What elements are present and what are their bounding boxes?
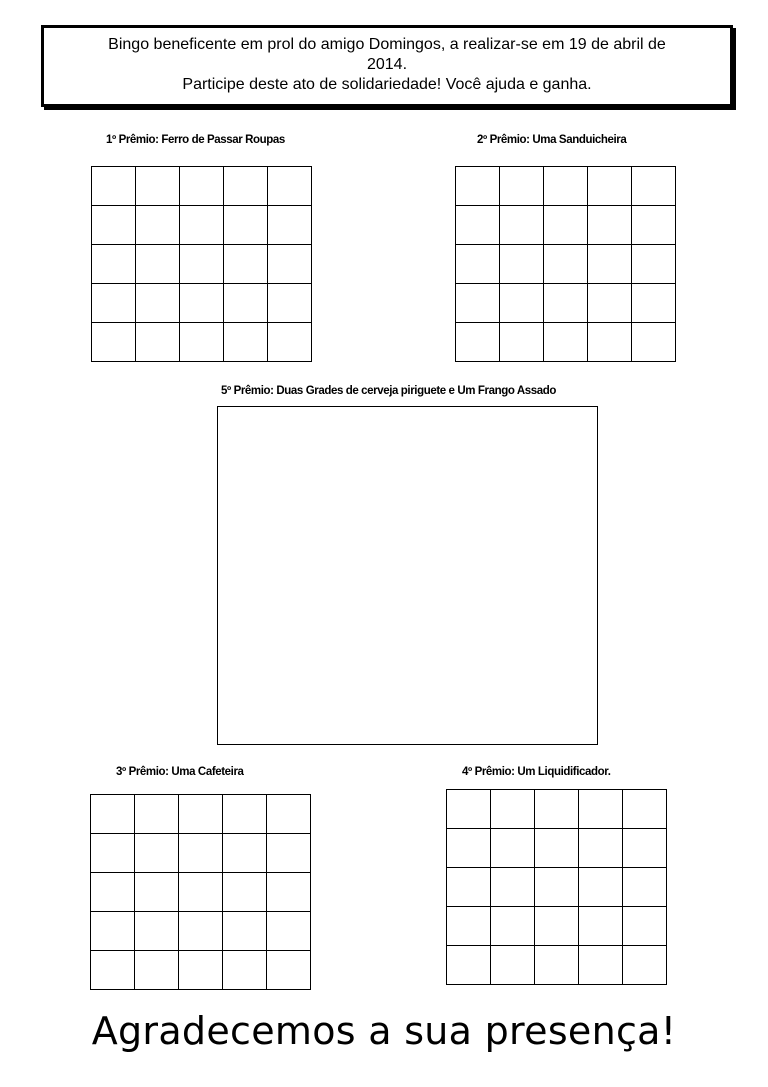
bingo-cell — [136, 167, 180, 206]
bingo-cell — [447, 868, 491, 907]
bingo-cell — [456, 167, 500, 206]
bingo-row — [447, 946, 667, 985]
bingo-cell — [632, 323, 676, 362]
bingo-cell — [135, 912, 179, 951]
bingo-cell — [224, 323, 268, 362]
bingo-cell — [92, 284, 136, 323]
bingo-cell — [544, 206, 588, 245]
bingo-row — [91, 795, 311, 834]
bingo-grid-prize-3 — [90, 794, 311, 990]
bingo-cell — [91, 912, 135, 951]
bingo-cell — [447, 790, 491, 829]
bingo-row — [92, 323, 312, 362]
bingo-cell — [136, 323, 180, 362]
header-box — [41, 25, 733, 107]
bingo-row — [456, 323, 676, 362]
header-line-3: Participe deste ato de solidariedade! Você ajuda e ganha. — [182, 76, 592, 93]
bingo-row — [91, 873, 311, 912]
bingo-cell — [447, 829, 491, 868]
bingo-cell — [180, 323, 224, 362]
bingo-cell — [588, 323, 632, 362]
bingo-cell — [491, 946, 535, 985]
bingo-cell — [92, 323, 136, 362]
bingo-cell — [623, 829, 667, 868]
bingo-cell — [588, 167, 632, 206]
bingo-cell — [267, 873, 311, 912]
bingo-row — [92, 245, 312, 284]
bingo-cell — [579, 946, 623, 985]
bingo-cell — [579, 907, 623, 946]
bingo-cell — [179, 834, 223, 873]
bingo-cell — [92, 167, 136, 206]
bingo-cell — [136, 284, 180, 323]
prize-5-box — [217, 406, 598, 745]
bingo-row — [92, 284, 312, 323]
bingo-cell — [456, 323, 500, 362]
bingo-cell — [588, 284, 632, 323]
bingo-row — [447, 868, 667, 907]
bingo-cell — [135, 795, 179, 834]
header-line-2: 2014. — [366, 56, 408, 73]
bingo-cell — [491, 829, 535, 868]
bingo-cell — [268, 245, 312, 284]
bingo-row — [92, 167, 312, 206]
prize-3-label: 3º Prêmio: Uma Cafeteira — [116, 766, 244, 778]
bingo-cell — [588, 206, 632, 245]
bingo-cell — [535, 829, 579, 868]
bingo-cell — [179, 873, 223, 912]
bingo-cell — [588, 245, 632, 284]
bingo-row — [447, 829, 667, 868]
bingo-cell — [179, 912, 223, 951]
bingo-cell — [223, 873, 267, 912]
bingo-grid-prize-2 — [455, 166, 676, 362]
bingo-cell — [92, 206, 136, 245]
bingo-cell — [500, 323, 544, 362]
bingo-cell — [223, 834, 267, 873]
bingo-cell — [268, 206, 312, 245]
bingo-row — [92, 206, 312, 245]
bingo-cell — [180, 206, 224, 245]
bingo-cell — [180, 167, 224, 206]
bingo-cell — [267, 795, 311, 834]
bingo-cell — [579, 829, 623, 868]
header-line-1: Bingo beneficente em prol do amigo Domingos, a realizar-se em 19 de abril de — [108, 36, 666, 53]
bingo-row — [456, 206, 676, 245]
prize-4-label: 4º Prêmio: Um Liquidificador. — [462, 766, 611, 778]
bingo-cell — [223, 912, 267, 951]
bingo-cell — [224, 167, 268, 206]
bingo-cell — [267, 834, 311, 873]
bingo-cell — [180, 245, 224, 284]
bingo-row — [447, 790, 667, 829]
bingo-cell — [91, 834, 135, 873]
bingo-cell — [535, 946, 579, 985]
bingo-cell — [623, 790, 667, 829]
bingo-cell — [136, 245, 180, 284]
bingo-cell — [535, 868, 579, 907]
bingo-grid-prize-1 — [91, 166, 312, 362]
bingo-cell — [456, 284, 500, 323]
bingo-row — [91, 951, 311, 990]
bingo-cell — [500, 206, 544, 245]
bingo-cell — [179, 795, 223, 834]
bingo-cell — [623, 907, 667, 946]
bingo-cell — [135, 834, 179, 873]
bingo-cell — [268, 323, 312, 362]
bingo-cell — [92, 245, 136, 284]
bingo-cell — [491, 868, 535, 907]
prize-1-label: 1º Prêmio: Ferro de Passar Roupas — [106, 134, 285, 146]
bingo-grid-prize-4 — [446, 789, 667, 985]
bingo-cell — [535, 790, 579, 829]
bingo-cell — [180, 284, 224, 323]
bingo-row — [456, 284, 676, 323]
bingo-row — [91, 834, 311, 873]
bingo-cell — [491, 790, 535, 829]
bingo-cell — [268, 167, 312, 206]
prize-5-label: 5º Prêmio: Duas Grades de cerveja piriguete e Um Frango Assado — [221, 385, 556, 397]
bingo-cell — [544, 245, 588, 284]
bingo-cell — [224, 206, 268, 245]
bingo-row — [447, 907, 667, 946]
bingo-cell — [91, 951, 135, 990]
bingo-row — [456, 245, 676, 284]
prize-2-label: 2º Prêmio: Uma Sanduicheira — [477, 134, 627, 146]
bingo-cell — [500, 245, 544, 284]
bingo-cell — [223, 951, 267, 990]
bingo-cell — [135, 951, 179, 990]
bingo-cell — [456, 245, 500, 284]
bingo-row — [456, 167, 676, 206]
bingo-cell — [579, 868, 623, 907]
bingo-cell — [491, 907, 535, 946]
bingo-cell — [135, 873, 179, 912]
bingo-cell — [544, 323, 588, 362]
bingo-cell — [447, 946, 491, 985]
bingo-cell — [456, 206, 500, 245]
bingo-cell — [267, 912, 311, 951]
bingo-cell — [632, 284, 676, 323]
bingo-cell — [500, 167, 544, 206]
bingo-cell — [447, 907, 491, 946]
bingo-row — [91, 912, 311, 951]
bingo-cell — [91, 795, 135, 834]
bingo-cell — [579, 790, 623, 829]
bingo-cell — [224, 245, 268, 284]
bingo-cell — [632, 245, 676, 284]
bingo-cell — [535, 907, 579, 946]
bingo-cell — [267, 951, 311, 990]
bingo-cell — [136, 206, 180, 245]
bingo-cell — [224, 284, 268, 323]
bingo-cell — [632, 206, 676, 245]
bingo-cell — [632, 167, 676, 206]
bingo-cell — [623, 868, 667, 907]
bingo-cell — [91, 873, 135, 912]
bingo-cell — [544, 167, 588, 206]
bingo-cell — [500, 284, 544, 323]
bingo-cell — [223, 795, 267, 834]
bingo-cell — [179, 951, 223, 990]
thank-you-message: Agradecemos a sua presença! — [91, 1009, 677, 1053]
bingo-cell — [268, 284, 312, 323]
bingo-cell — [544, 284, 588, 323]
bingo-cell — [623, 946, 667, 985]
